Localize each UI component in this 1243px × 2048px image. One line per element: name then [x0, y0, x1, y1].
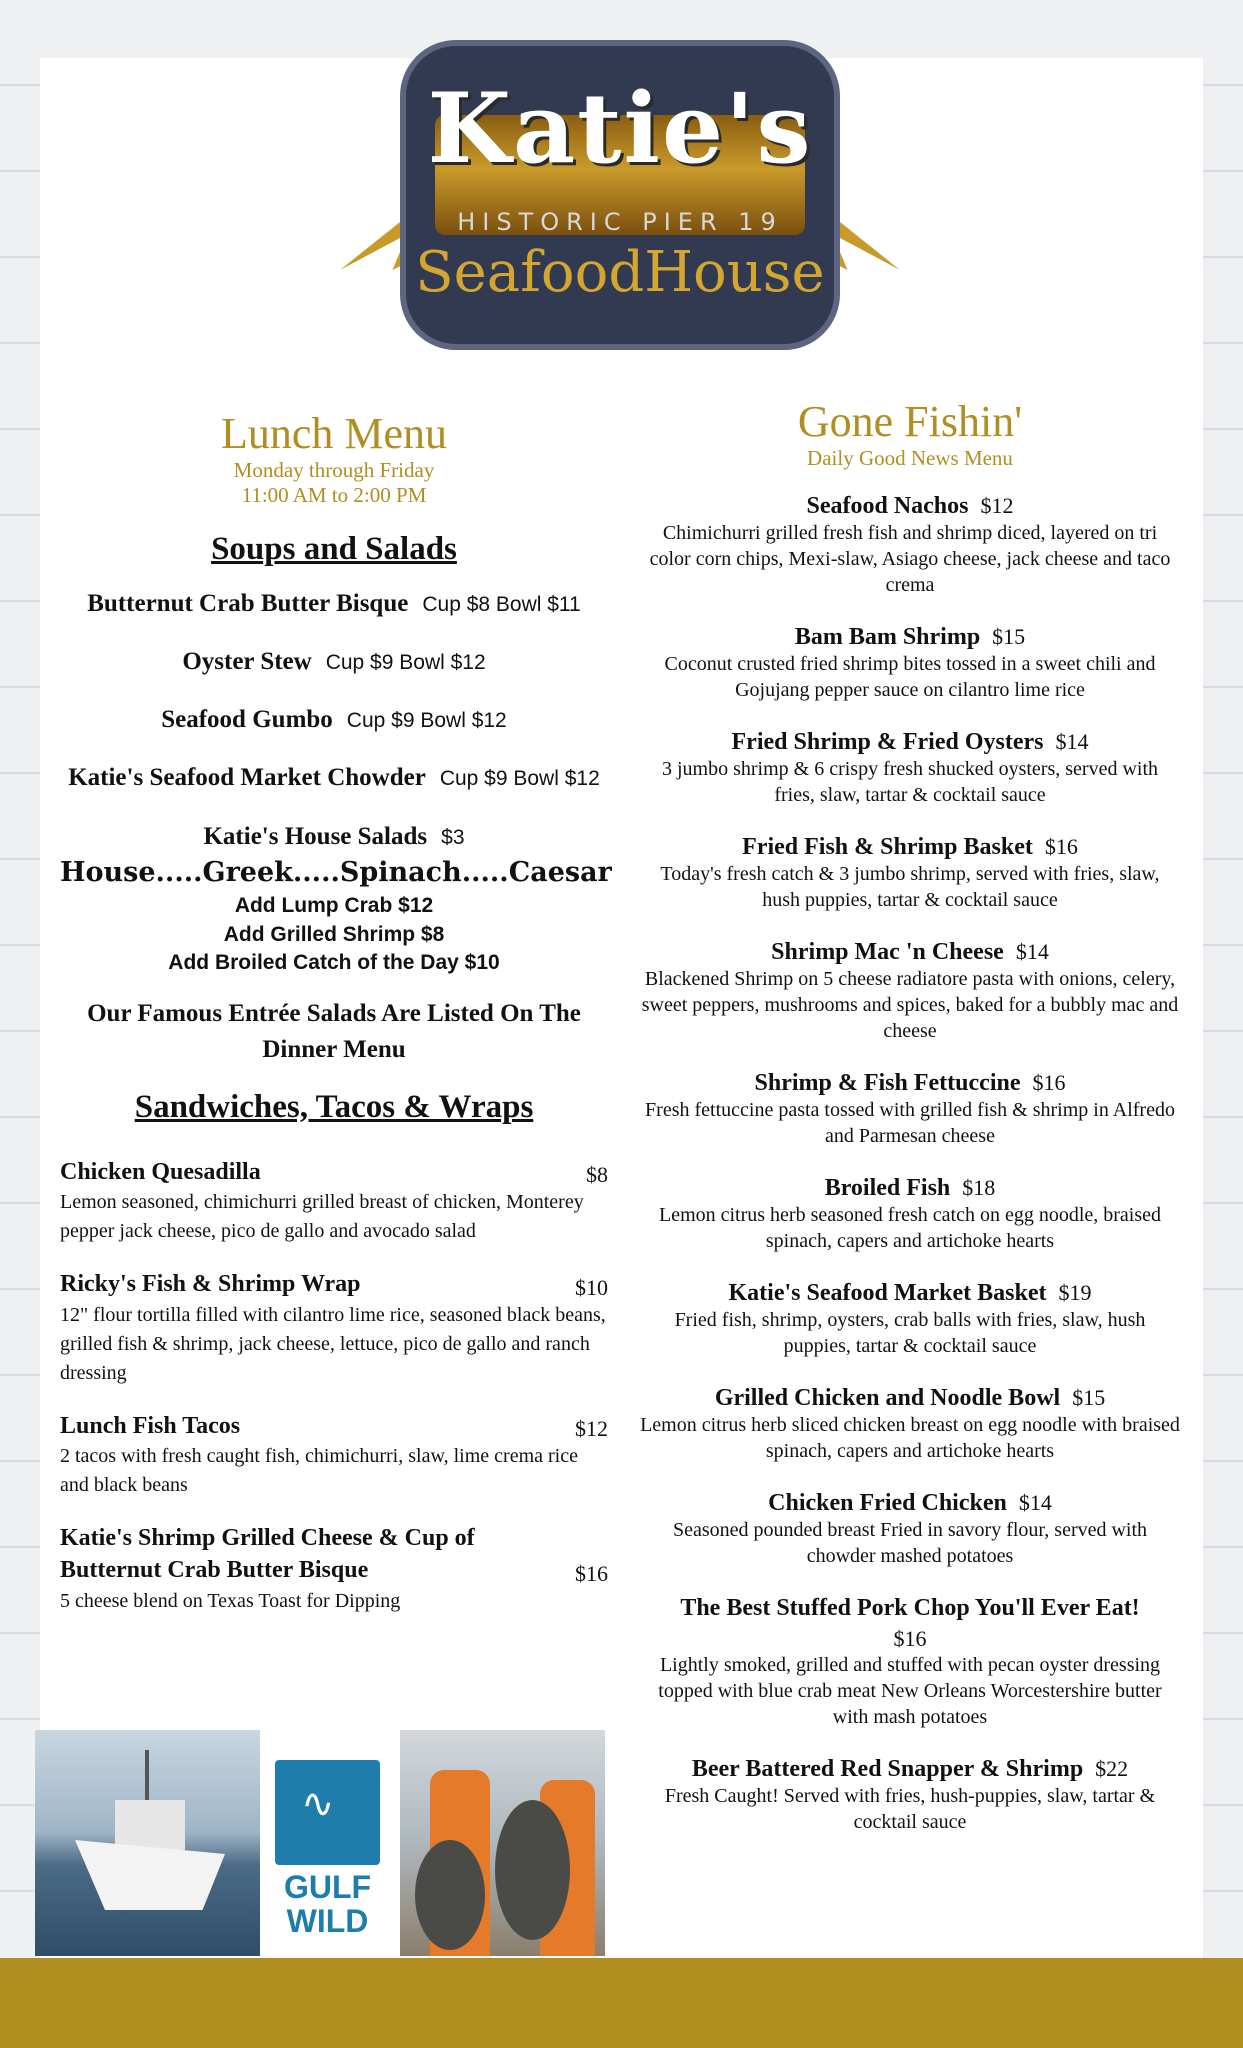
item-name: The Best Stuffed Pork Chop You'll Ever Eat!: [680, 1594, 1140, 1621]
item-description: Fried fish, shrimp, oysters, crab balls with fries, slaw, hush puppies, tartar & cocktail sauce: [674, 1308, 1146, 1357]
sandwich-description: 5 cheese blend on Texas Toast for Dipping: [60, 1589, 401, 1612]
soup-price: Cup $9 Bowl $12: [439, 767, 600, 791]
item-price: $16: [1044, 833, 1078, 859]
entree-salads-note: Our Famous Entrée Salads Are Listed On The Dinner Menu: [87, 1000, 581, 1064]
photo-strip: [35, 1730, 605, 1956]
gulf-wild-emblem: [275, 1760, 380, 1865]
fish-icon: ∿: [301, 1781, 335, 1826]
item-description: Seasoned pounded breast Fried in savory flour, served with chowder mashed potatoes: [672, 1518, 1148, 1567]
item-price: $14: [1015, 938, 1049, 964]
item-name: Seafood Nachos: [806, 492, 969, 519]
item-description: Lemon citrus herb seasoned fresh catch on egg noodle, braised spinach, capers and artichoke hearts: [658, 1203, 1162, 1252]
item-price: $14: [1018, 1489, 1052, 1515]
soup-item: [60, 760, 608, 796]
item-name: Broiled Fish: [824, 1174, 951, 1201]
lunch-menu-title: Lunch Menu: [220, 409, 448, 458]
item-price: $22: [1095, 1755, 1129, 1781]
restaurant-logo: [340, 40, 900, 360]
salad-add-on: Add Grilled Shrimp $8: [223, 922, 445, 946]
sandwiches-heading: Sandwiches, Tacos & Wraps: [134, 1088, 534, 1125]
gulf-wild-line1: GULF: [283, 1869, 372, 1905]
fishing-boat-photo: [35, 1730, 260, 1956]
soups-salads-heading: Soups and Salads: [211, 530, 457, 567]
salads-name: Katie's House Salads: [203, 822, 428, 850]
soup-item: [60, 702, 608, 738]
sandwich-item: [60, 1522, 608, 1616]
sandwich-item: [60, 1268, 608, 1387]
menu-item: [640, 624, 1180, 703]
grouper-fish-right: [495, 1800, 570, 1940]
item-description: Fresh Caught! Served with fries, hush-puppies, slaw, tartar & cocktail sauce: [664, 1784, 1156, 1833]
sandwich-name: Katie's Shrimp Grilled Cheese & Cup of Butternut Crab Butter Bisque: [60, 1524, 475, 1584]
item-price: $16: [893, 1625, 927, 1651]
sandwich-name: Lunch Fish Tacos: [60, 1412, 241, 1439]
menu-item: [640, 1756, 1180, 1835]
sandwich-description: 12" flour tortilla filled with cilantro lime rice, seasoned black beans, grilled fish & shrimp, jack cheese, lettuce, pico de gallo and ranch dressing: [60, 1303, 606, 1384]
house-salads: [60, 819, 608, 855]
logo-tagline: SeafoodHouse: [415, 240, 825, 305]
sandwich-price: $16: [575, 1560, 608, 1586]
soup-name: Seafood Gumbo: [161, 706, 333, 734]
item-description: Blackened Shrimp on 5 cheese radiatore pasta with onions, celery, sweet peppers, mushrooms and spices, baked for a bubbly mac and cheese: [641, 967, 1179, 1042]
lunch-hours: 11:00 AM to 2:00 PM: [241, 482, 427, 507]
soup-name: Butternut Crab Butter Bisque: [87, 589, 409, 617]
gone-fishin-subtitle: Daily Good News Menu: [807, 446, 1013, 471]
item-name: Bam Bam Shrimp: [794, 623, 981, 650]
gulf-wild-logo: [275, 1760, 380, 1939]
item-price: $15: [992, 623, 1026, 649]
soup-price: Cup $8 Bowl $11: [422, 592, 581, 616]
item-description: Chimichurri grilled fresh fish and shrimp diced, layered on tri color corn chips, Mexi-slaw, Asiago cheese, jack cheese and taco crema: [649, 521, 1171, 596]
soup-item: [60, 644, 608, 680]
logo-subtitle: HISTORIC PIER 19: [457, 208, 783, 236]
menu-item: [640, 939, 1180, 1044]
right-column: [640, 398, 1180, 1861]
sandwich-price: $8: [586, 1162, 608, 1188]
boat-cabin: [115, 1800, 185, 1850]
salad-types: House.....Greek.....Spinach.....Caesar: [60, 856, 612, 888]
menu-item: [640, 1070, 1180, 1149]
boat-hull: [75, 1840, 225, 1910]
item-description: Fresh fettuccine pasta tossed with grilled fish & shrimp in Alfredo and Parmesan cheese: [645, 1098, 1175, 1147]
soup-name: Katie's Seafood Market Chowder: [68, 764, 426, 792]
item-name: Chicken Fried Chicken: [768, 1489, 1007, 1516]
sandwich-price: $12: [575, 1415, 608, 1441]
item-price: $19: [1058, 1279, 1092, 1305]
fishermen-photo: [400, 1730, 605, 1956]
item-name: Fried Shrimp & Fried Oysters: [731, 728, 1044, 755]
menu-item: [640, 1280, 1180, 1359]
item-name: Fried Fish & Shrimp Basket: [742, 833, 1033, 860]
menu-item: [640, 729, 1180, 808]
menu-item: [640, 1595, 1180, 1730]
menu-item: [640, 1385, 1180, 1464]
item-price: $12: [980, 492, 1014, 518]
item-price: $15: [1072, 1384, 1106, 1410]
soup-price: Cup $9 Bowl $12: [346, 709, 507, 733]
logo-name: Katie's: [427, 72, 813, 185]
item-name: Shrimp & Fish Fettuccine: [754, 1069, 1021, 1096]
soup-item: [60, 586, 608, 622]
menu-item: [640, 834, 1180, 913]
sandwich-name: Ricky's Fish & Shrimp Wrap: [60, 1271, 361, 1298]
sandwich-item: [60, 1410, 608, 1500]
soup-price: Cup $9 Bowl $12: [325, 650, 486, 674]
menu-item: [640, 1175, 1180, 1254]
item-name: Beer Battered Red Snapper & Shrimp: [691, 1755, 1084, 1782]
item-description: Today's fresh catch & 3 jumbo shrimp, served with fries, slaw, hush puppies, tartar & cocktail sauce: [660, 862, 1160, 911]
lunch-days: Monday through Friday: [233, 458, 435, 483]
item-price: $16: [1032, 1069, 1066, 1095]
sandwich-description: Lemon seasoned, chimichurri grilled breast of chicken, Monterey pepper jack cheese, pico de gallo and avocado salad: [60, 1191, 584, 1243]
item-name: Grilled Chicken and Noodle Bowl: [714, 1384, 1061, 1411]
gone-fishin-title: Gone Fishin': [797, 397, 1023, 446]
item-description: Coconut crusted fried shrimp bites tossed in a sweet chili and Gojujang pepper sauce on cilantro lime rice: [664, 652, 1156, 701]
item-price: $14: [1055, 728, 1089, 754]
sandwich-item: [60, 1156, 608, 1246]
gulf-wild-line2: WILD: [286, 1902, 369, 1939]
item-description: Lemon citrus herb sliced chicken breast on egg noodle with braised spinach, capers and artichoke hearts: [640, 1413, 1180, 1462]
sandwich-price: $10: [575, 1274, 608, 1300]
salad-add-on: Add Lump Crab $12: [234, 893, 434, 917]
sandwich-description: 2 tacos with fresh caught fish, chimichurri, slaw, lime crema rice and black beans: [60, 1444, 578, 1496]
menu-item: [640, 1490, 1180, 1569]
item-name: Shrimp Mac 'n Cheese: [771, 938, 1004, 965]
salads-price: $3: [441, 825, 465, 849]
grouper-fish-left: [415, 1840, 485, 1950]
salad-add-on: Add Broiled Catch of the Day $10: [168, 951, 500, 975]
menu-item: [640, 493, 1180, 598]
item-description: 3 jumbo shrimp & 6 crispy fresh shucked oysters, served with fries, slaw, tartar & cocktail sauce: [661, 757, 1159, 806]
bottom-gold-band: [0, 1958, 1243, 2048]
item-name: Katie's Seafood Market Basket: [728, 1279, 1047, 1306]
left-column: [60, 409, 612, 1638]
soup-name: Oyster Stew: [182, 647, 312, 675]
sandwich-name: Chicken Quesadilla: [60, 1158, 261, 1185]
item-price: $18: [962, 1174, 996, 1200]
item-description: Lightly smoked, grilled and stuffed with pecan oyster dressing topped with blue crab meat New Orleans Worcestershire butter with mash potatoes: [658, 1653, 1162, 1728]
